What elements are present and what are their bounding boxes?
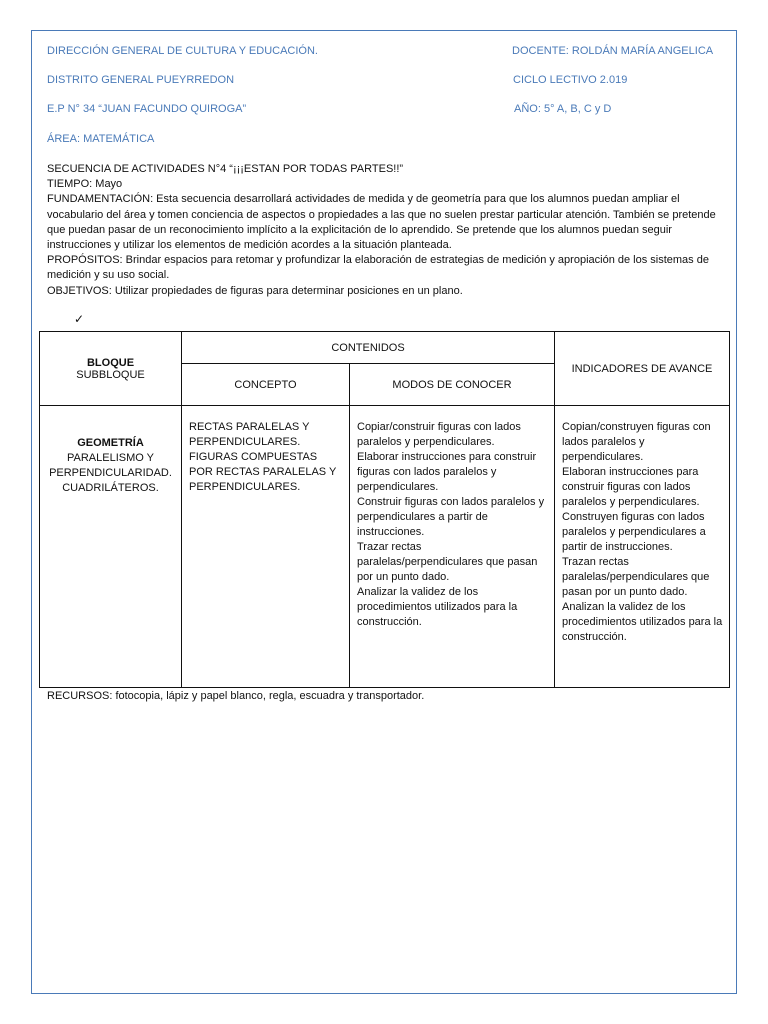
propositos-paragraph: PROPÓSITOS: Brindar espacios para retomar y profundizar la elaboración de estrategias de medición y apropiación de los sistemas de medición y su uso social.	[47, 254, 709, 282]
modos-line: Copiar/construir figuras con lados paralelos y perpendiculares.	[357, 421, 521, 448]
header-ciclo: CICLO LECTIVO 2.019	[513, 74, 628, 86]
recursos-line: RECURSOS: fotocopia, lápiz y papel blanco, regla, escuadra y transportador.	[47, 690, 425, 702]
contenidos-header: CONTENIDOS	[182, 332, 555, 364]
header-direccion: DIRECCIÓN GENERAL DE CULTURA Y EDUCACIÓN.	[47, 45, 318, 57]
indicadores-cell	[555, 406, 730, 688]
objetivos-paragraph: OBJETIVOS: Utilizar propiedades de figuras para determinar posiciones en un plano.	[47, 284, 463, 297]
indicadores-line: Construyen figuras con lados paralelos y perpendiculares a partir de instrucciones.	[562, 511, 706, 553]
modos-line: Construir figuras con lados paralelos y perpendiculares a partir de instrucciones.	[357, 496, 545, 538]
indicadores-line: Analizan la validez de los procedimientos utilizados para la construcción.	[562, 601, 723, 643]
bloque-header-label: BLOQUE	[86, 356, 135, 369]
bloque-value: GEOMETRÍA	[77, 437, 144, 449]
modos-header: MODOS DE CONOCER	[350, 364, 555, 406]
header-distrito: DISTRITO GENERAL PUEYRREDON	[47, 74, 235, 86]
modos-line: Elaborar instrucciones para construir figuras con lados paralelos y perpendiculares.	[357, 451, 537, 493]
header-escuela: E.P N° 34 “JUAN FACUNDO QUIROGA”	[47, 103, 247, 115]
header-anio: AÑO: 5° A, B, C y D	[514, 103, 612, 115]
modos-line: Trazar rectas paralelas/perpendiculares que pasan por un punto dado.	[357, 541, 538, 583]
indicadores-line: Elaboran instrucciones para construir figuras con lados paralelos y perpendiculares.	[562, 466, 700, 508]
contents-table	[39, 331, 730, 688]
secuencia-title: SECUENCIA DE ACTIVIDADES N°4 “¡¡¡ESTAN POR TODAS PARTES!!”	[47, 163, 404, 175]
header-area: ÁREA: MATEMÁTICA	[47, 133, 155, 145]
bloque-header-cell	[40, 332, 182, 406]
tiempo-line: TIEMPO: Mayo	[47, 178, 123, 191]
subbloque-value: PARALELISMO Y PERPENDICULARIDAD. CUADRILÁTEROS.	[49, 452, 172, 494]
indicadores-line: Trazan rectas paralelas/perpendiculares que pasan por un punto dado.	[562, 556, 710, 598]
indicadores-line: Copian/construyen figuras con lados paralelos y perpendiculares.	[562, 421, 711, 463]
modos-line: Analizar la validez de los procedimientos utilizados para la construcción.	[357, 586, 518, 628]
concepto-header: CONCEPTO	[182, 364, 350, 406]
subbloque-header-label: SUBBLOQUE	[76, 368, 145, 381]
checkmark-icon: ✓	[74, 312, 85, 326]
modos-cell	[350, 406, 555, 688]
intro-section	[47, 162, 727, 299]
header-docente: DOCENTE: ROLDÁN MARÍA ANGELICA	[512, 45, 714, 57]
concepto-value: RECTAS PARALELAS Y PERPENDICULARES. FIGURAS COMPUESTAS POR RECTAS PARALELAS Y PERPENDICULARES.	[189, 421, 337, 493]
fundamentacion-paragraph: FUNDAMENTACIÓN: Esta secuencia desarrollará actividades de medida y de geometría para que los alumnos puedan ampliar el vocabulario del área y tomen conciencia de aspectos o propiedades a las que no suelen prestar particular atención. También se pretende que puedan pasar de un reconocimiento implícito a la explicitación de lo aprendido. Se pretende que los alumnos puedan seguir instrucciones y utilizar los elementos de medición acordes a la situación planteada.	[47, 193, 716, 252]
concepto-cell	[182, 406, 350, 688]
indicadores-header: INDICADORES DE AVANCE	[555, 332, 730, 406]
bloque-value-cell	[40, 406, 182, 688]
